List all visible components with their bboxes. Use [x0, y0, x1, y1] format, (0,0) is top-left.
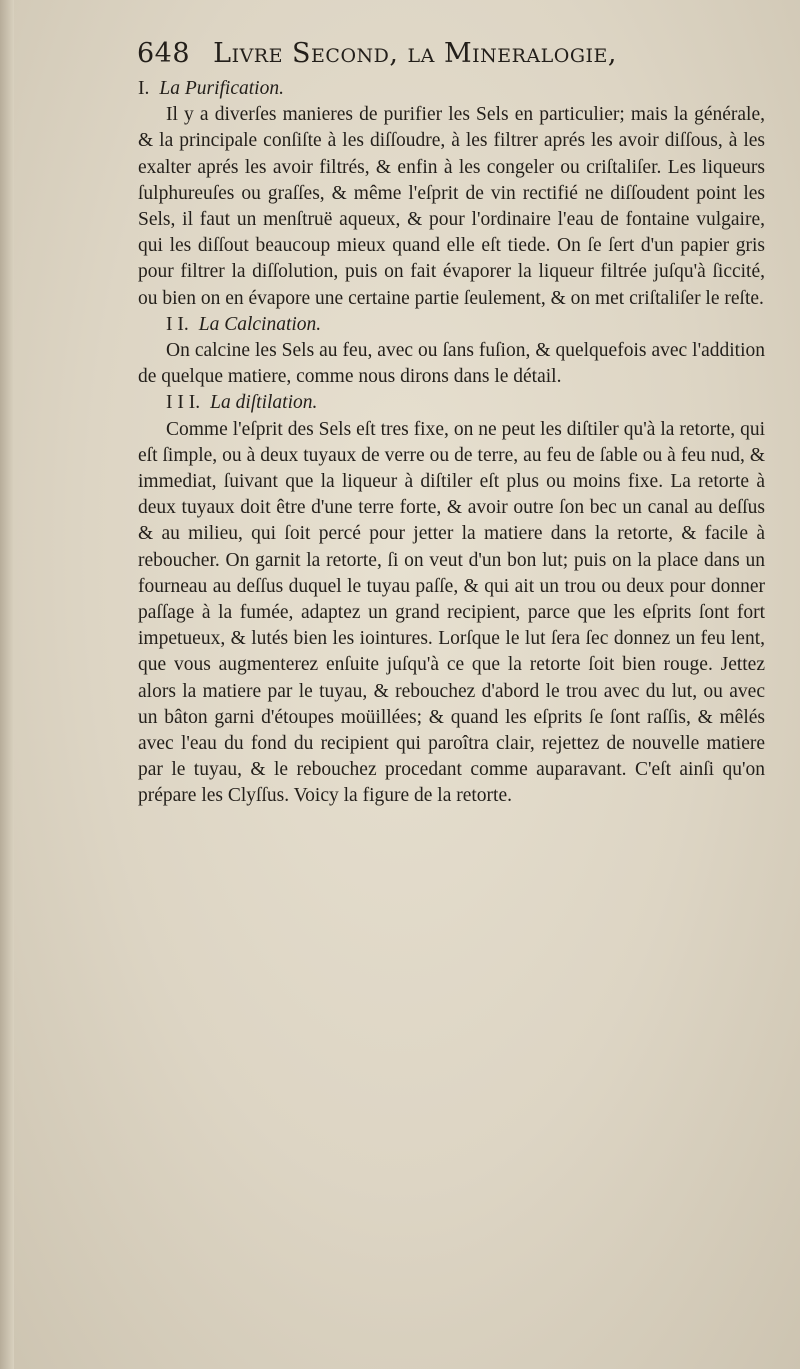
section-number: I I I. [166, 392, 201, 414]
section-number: I I. [166, 313, 189, 335]
section-paragraph: Il y a diverſes manieres de purifier les Sels en particulier; mais la générale, & la principale conſiſte à les diſſoudre, à les filtrer aprés les avoir diſſous, à les exalter aprés les avoir filtrés, & enfin à les congeler ou criſtaliſer. Les liqueurs ſulphureuſes ou graſſes, & même l'eſprit de vin rectifié ne diſſoudent point les Sels, il faut un menſtruë aqueux, & pour l'ordinaire l'eau de fontaine vulgaire, qui les diſſout beaucoup mieux quand elle eſt tiede. On ſe ſert d'un papier gris pour filtrer la diſſolution, puis on fait évaporer la liqueur filtrée juſqu'à ſiccité, ou bien on en évapore une certaine partie ſeulement, & on met criſtaliſer le reſte. [138, 104, 765, 309]
section-paragraph: On calcine les Sels au feu, avec ou ſans fuſion, & quelquefois avec l'addition de quelque matiere, comme nous dirons dans le détail. [138, 340, 765, 388]
running-header [137, 38, 797, 69]
page-number: 648 [137, 38, 191, 69]
page-gutter-shadow [0, 0, 14, 1369]
section-heading [138, 76, 765, 102]
section-title: La Calcination. [198, 313, 322, 335]
section-heading [138, 390, 765, 416]
section-heading [138, 312, 765, 338]
section-paragraph: Comme l'eſprit des Sels eſt tres fixe, on ne peut les diſtiler qu'à la retorte, qui eſt ſimple, ou à deux tuyaux de verre ou de terre, au feu de ſable ou à feu nud, & immediat, ſuivant que la liqueur à diſtiler eſt plus ou moins fixe. La retorte à deux tuyaux doit être d'une terre forte, & avoir outre ſon bec un canal au deſſus & au milieu, qui ſoit percé pour jetter la matiere dans la retorte, & facile à reboucher. On garnit la retorte, ſi on veut d'un bon lut; puis on la place dans un fourneau au deſſus duquel le tuyau paſſe, & qui ait un trou ou deux pour donner paſſage à la fumée, adaptez un grand recipient, parce que les eſprits ſont fort impetueux, & lutés bien les iointures. Lorſque le lut ſera ſec donnez un feu lent, que vous augmenterez enſuite juſqu'à ce que la retorte ſoit bien rouge. Jettez alors la matiere par le tuyau, & rebouchez d'abord le trou avec du lut, ou avec un bâton garni d'étoupes moüillées; & quand les eſprits ſe ſont raſſis, & mêlés avec l'eau du fond du recipient qui paroîtra clair, rejettez de nouvelle matiere par le tuyau, & le rebouchez procedant comme auparavant. C'eſt ainſi qu'on prépare les Clyſſus. Voicy la figure de la retorte. [138, 418, 765, 807]
body-text [138, 76, 765, 810]
section-number: I. [138, 78, 150, 99]
section-title: La diſtilation. [210, 392, 318, 414]
section-title: La Purification. [159, 78, 284, 99]
running-title: Livre Second, la Mineralogie, [213, 38, 617, 69]
